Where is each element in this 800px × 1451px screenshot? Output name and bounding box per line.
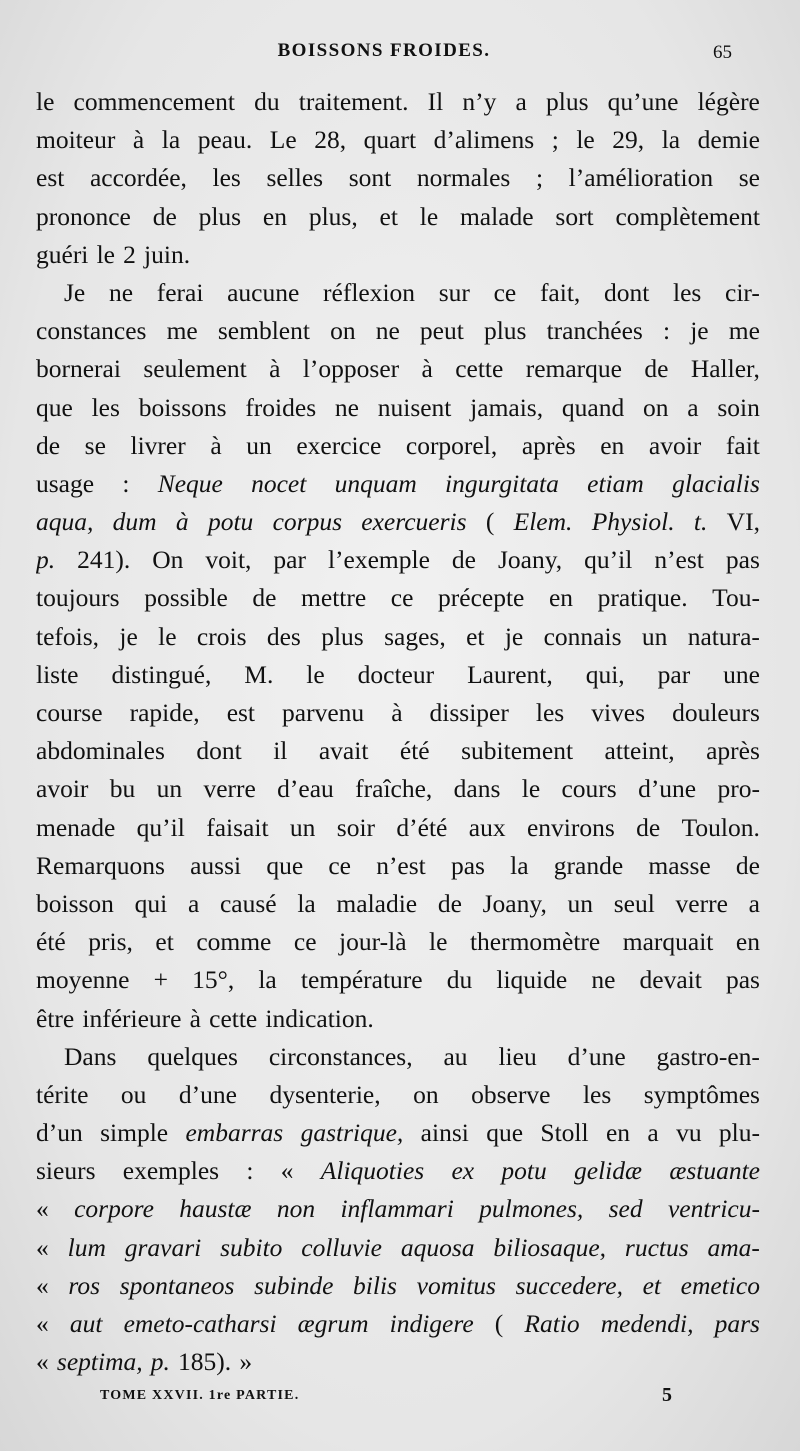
text-line: constances me semblent on ne peut plus tranchées : je me xyxy=(36,316,760,346)
text-line: d’un simple embarras gastrique, ainsi que Stoll en a vu plu- xyxy=(36,1118,760,1148)
text-line: avoir bu un verre d’eau fraîche, dans le cours d’une pro- xyxy=(36,774,760,804)
text-line: p. 241). On voit, par l’exemple de Joany, qu’il n’est pas xyxy=(36,545,760,575)
body-text xyxy=(36,83,760,1381)
text-line: « septima, p. 185). » xyxy=(36,1347,253,1377)
signature-mark: 5 xyxy=(662,1384,672,1406)
page-number: 65 xyxy=(713,42,732,63)
text-line: que les boissons froides ne nuisent jamais, quand on a soin xyxy=(36,392,760,422)
text-line: Dans quelques circonstances, au lieu d’une gastro-en- xyxy=(64,1041,760,1071)
text-line: liste distingué, M. le docteur Laurent, qui, par une xyxy=(36,659,760,689)
text-line: usage : Neque nocet unquam ingurgitata etiam glacialis xyxy=(36,468,760,498)
printer-signature: TOME XXVII. 1re PARTIE. xyxy=(100,1388,300,1403)
text-line: moiteur à la peau. Le 28, quart d’alimens ; le 29, la demie xyxy=(36,125,760,155)
page-footer xyxy=(100,1384,672,1416)
text-line: le commencement du traitement. Il n’y a plus qu’une légère xyxy=(36,87,760,116)
text-line: est accordée, les selles sont normales ; l’amélioration se xyxy=(36,163,760,193)
text-line: « aut emeto-catharsi ægrum indigere ( Ratio medendi, pars xyxy=(36,1309,760,1338)
running-title: BOISSONS FROIDES. xyxy=(277,40,491,61)
text-line: prononce de plus en plus, et le malade sort complètement xyxy=(36,201,760,231)
text-line: Je ne ferai aucune réflexion sur ce fait, dont les cir- xyxy=(64,277,760,307)
text-line: abdominales dont il avait été subitement atteint, après xyxy=(36,736,760,766)
text-line: boisson qui a causé la maladie de Joany, un seul verre a xyxy=(36,888,760,918)
text-line: toujours possible de mettre ce précepte en pratique. Tou- xyxy=(36,583,760,613)
text-line: « ros spontaneos subinde bilis vomitus succedere, et emetico xyxy=(36,1270,760,1300)
text-line: menade qu’il faisait un soir d’été aux environs de Toulon. xyxy=(36,812,760,842)
text-line: térite ou d’une dysenterie, on observe les symptômes xyxy=(36,1079,760,1109)
text-line: course rapide, est parvenu à dissiper les vives douleurs xyxy=(36,698,760,727)
text-line: guéri le 2 juin. xyxy=(36,239,191,269)
text-line: aqua, dum à potu corpus exercueris ( Elem. Physiol. t. VI, xyxy=(36,507,760,537)
text-line: être inférieure à cette indication. xyxy=(36,1003,374,1033)
paragraph xyxy=(36,83,760,274)
text-line: « corpore haustæ non inflammari pulmones, sed ventricu- xyxy=(36,1194,760,1224)
text-line: de se livrer à un exercice corporel, après en avoir fait xyxy=(36,430,760,460)
text-line: tefois, je le crois des plus sages, et je connais un natura- xyxy=(36,621,760,651)
text-line: « lum gravari subito colluvie aquosa biliosaque, ructus ama- xyxy=(36,1232,760,1262)
text-line: moyenne + 15°, la température du liquide ne devait pas xyxy=(36,965,760,995)
page-header xyxy=(36,40,732,70)
text-line: Remarquons aussi que ce n’est pas la grande masse de xyxy=(36,850,760,880)
paragraph xyxy=(36,1038,760,1382)
paragraph xyxy=(36,274,760,1038)
text-line: bornerai seulement à l’opposer à cette remarque de Haller, xyxy=(36,354,760,384)
text-line: sieurs exemples : « Aliquoties ex potu gelidæ æstuante xyxy=(36,1156,760,1186)
text-line: été pris, et comme ce jour-là le thermomètre marquait en xyxy=(36,927,760,957)
